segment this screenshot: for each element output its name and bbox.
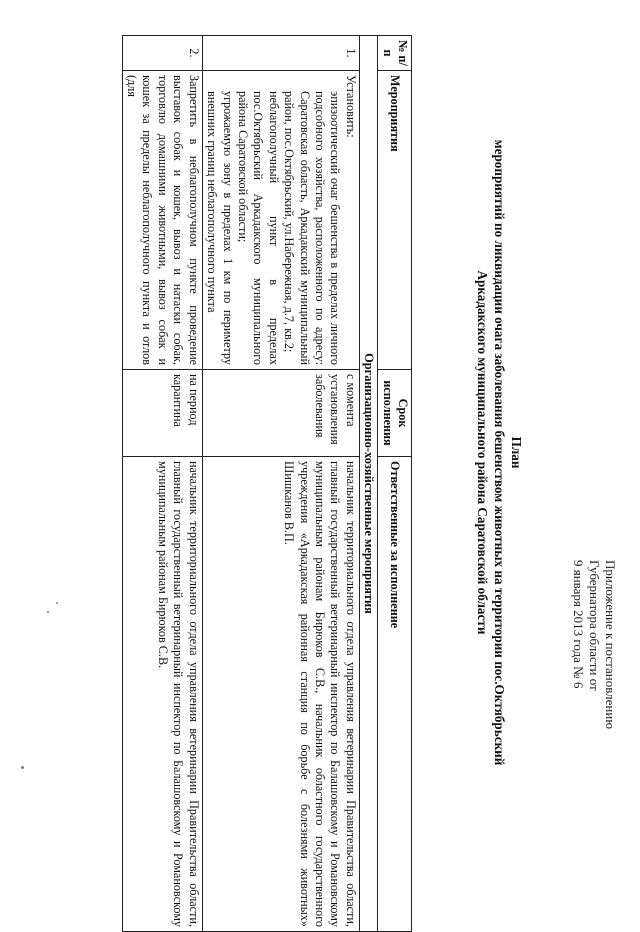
section-row	[359, 36, 377, 932]
appendix-line-2: Губернатора области от	[587, 560, 602, 691]
row-number: 2.	[122, 36, 202, 71]
appendix-line-1: Приложение к постановлению	[603, 560, 618, 730]
plan-heading: План	[509, 436, 524, 469]
row-term: на период карантина	[122, 370, 202, 457]
scan-speck	[56, 602, 58, 604]
header-term: Срок исполнения	[378, 370, 412, 457]
measures-intro: Установить:	[343, 75, 358, 138]
plan-table	[122, 35, 412, 932]
section-title: Организационно-хозяйственные мероприятия	[359, 36, 377, 932]
table-header-row	[378, 36, 412, 932]
table-row	[202, 36, 359, 932]
row-number: 1.	[202, 36, 359, 71]
scan-speck	[47, 611, 49, 613]
header-responsible: Ответственные за исполнение	[378, 457, 412, 932]
plan-title	[474, 40, 525, 865]
row-measures	[202, 71, 359, 370]
plan-table-wrapper	[122, 35, 412, 927]
plan-title-line-1: мероприятий по ликвидации очага заболевания бешенством животных на территории пос.Октябрьский	[492, 139, 507, 766]
measures-paragraph: угрожаемую зону в пределах 1 км по периметру внешних границ неблагополучного пункта	[205, 91, 235, 365]
measures-paragraph: эпизоотический очаг бешенства в пределах личного подсобного хозяйства, расположенного по адресу: Саратовская область, Аркадакский муниципальный район, пос.Октябрьский, ул.Набережная, д.7, кв.2;	[282, 91, 343, 365]
appendix-note	[570, 560, 618, 890]
row-term: с момента установления заболевания	[202, 370, 359, 457]
row-responsible: начальник территориального отдела управления ветеринарии Правительства области, главный государственный ветеринарный инспектор по Балашовскому и Романовскому муниципальным районам Бирюков С.В.	[122, 457, 202, 932]
row-measures: Запретить в неблагополучном пункте проведение выставок собак и кошек, вывоз и натаски собак, торговлю домашними животными, вывоз собак и кошек за пределы неблагополучного пункта и отлов (для	[122, 71, 202, 370]
row-responsible: начальник территориального отдела управления ветеринарии Правительства области, главный государственный ветеринарный инспектор по Балашовскому и Романовскому муниципальным районам Бирюков С.В., начальник областного государственного учреждения «Аркадакская районная станция по борьбе с болезнями животных» Шишканов В.П.	[202, 457, 359, 932]
header-measures: Мероприятия	[378, 71, 412, 370]
appendix-line-3: 9 января 2013 года № 6	[571, 560, 586, 689]
scan-speck	[21, 766, 24, 769]
header-number: № п/п	[378, 36, 412, 71]
table-row	[122, 36, 202, 932]
measures-paragraph: неблагополучный пункт в пределах пос.Октябрьский Аркадакского муниципального района Саратовской области;	[235, 91, 281, 365]
plan-title-line-2: Аркадакского муниципального района Саратовской области	[475, 270, 490, 635]
